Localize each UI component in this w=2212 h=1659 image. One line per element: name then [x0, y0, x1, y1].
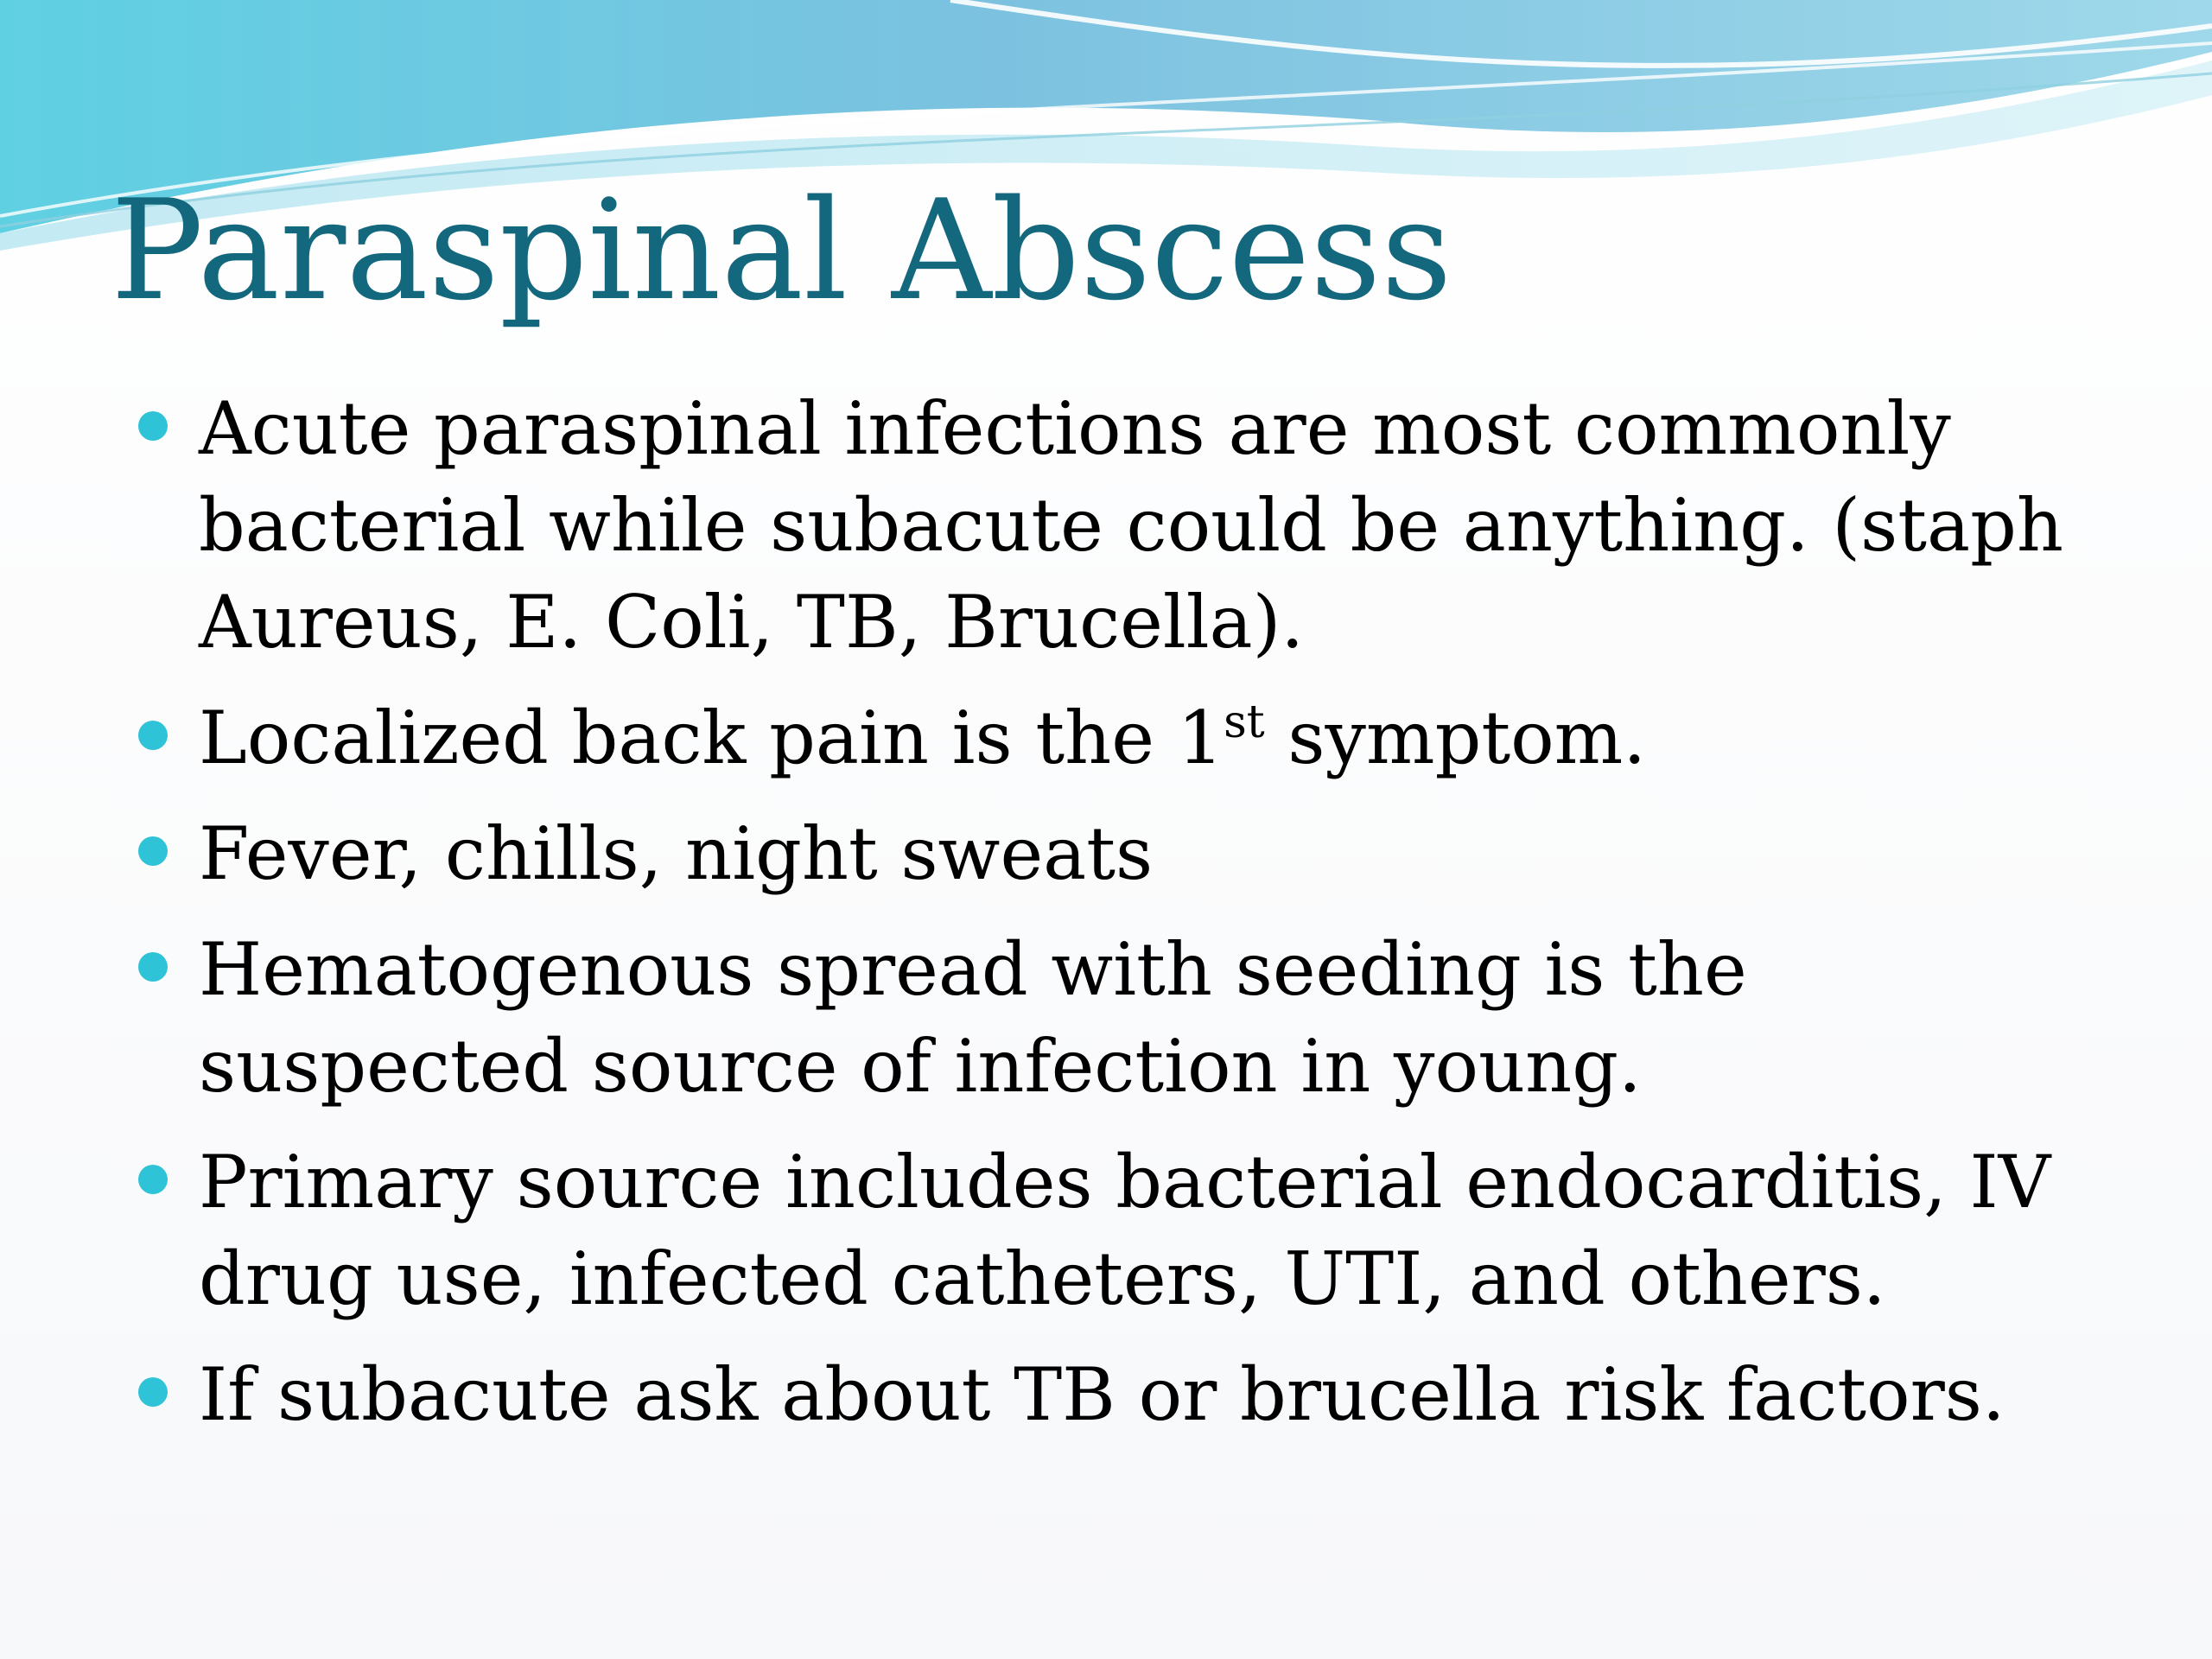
bullet-dot-icon: [138, 1165, 168, 1194]
bullet-dot-icon: [138, 1377, 168, 1407]
bullet-text: If subacute ask about TB or brucella risk factors.: [199, 1352, 2005, 1437]
bullet-text: Fever, chills, night sweats: [199, 811, 1154, 896]
bullet-dot-icon: [138, 952, 168, 982]
bullet-item: [138, 805, 2091, 902]
bullet-text: Hematogenous spread with seeding is the suspected source of infection in young.: [199, 927, 1747, 1109]
slide-title: Paraspinal Abscess: [111, 169, 1452, 331]
bullet-text: Primary source includes bacterial endocarditis, IV drug use, infected catheters, UTI, and others.: [199, 1140, 2051, 1321]
bullet-item: [138, 1346, 2091, 1443]
bullet-item: [138, 1134, 2091, 1327]
ordinal-superscript: st: [1224, 696, 1265, 748]
bullet-text-continued: symptom.: [1264, 696, 1647, 780]
bullet-item: [138, 921, 2091, 1115]
bullet-dot-icon: [138, 836, 168, 866]
bullet-text: Acute paraspinal infections are most commonly bacterial while subacute could be anything. (staph Aureus, E. Coli, TB, Brucella).: [199, 386, 2063, 664]
bullet-list: [138, 380, 2091, 1462]
bullet-item: [138, 690, 2091, 786]
bullet-dot-icon: [138, 411, 168, 441]
bullet-dot-icon: [138, 721, 168, 750]
bullet-item: [138, 380, 2091, 671]
bullet-text: Localized back pain is the 1: [199, 696, 1224, 780]
